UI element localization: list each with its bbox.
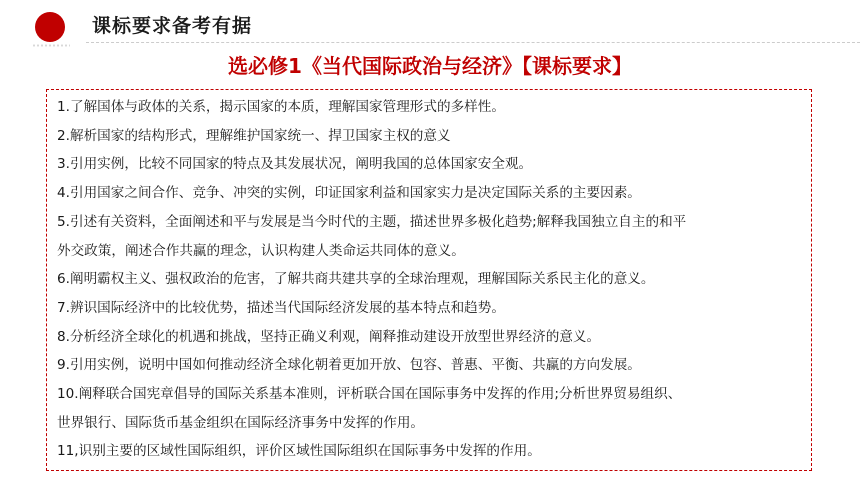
requirement-line: 7.辨识国际经济中的比较优势，描述当代国际经济发展的基本特点和趋势。 [57,299,505,316]
requirement-line: 10.阐释联合国宪章倡导的国际关系基本准则，评析联合国在国际事务中发挥的作用;分析世界贸易组织、 [57,386,682,403]
requirement-line: 6.阐明霸权主义、强权政治的危害，了解共商共建共享的全球治理观，理解国际关系民主化的意义。 [57,271,655,288]
requirement-line: 世界银行、国际货币基金组织在国际经济事务中发挥的作用。 [57,414,425,431]
page-title: 选必修1《当代国际政治与经济》【课标要求】 [228,54,632,78]
requirement-line: 3.引用实例，比较不同国家的特点及其发展状况，阐明我国的总体国家安全观。 [57,156,533,173]
requirement-line: 外交政策，阐述合作共赢的理念，认识构建人类命运共同体的意义。 [57,242,465,259]
requirement-line: 2.解析国家的结构形式，理解维护国家统一、捍卫国家主权的意义 [57,127,451,144]
requirement-line: 11,识别主要的区域性国际组织，评价区域性国际组织在国际事务中发挥的作用。 [57,443,541,460]
header-title: 课标要求备考有据 [92,15,253,37]
requirements-box [46,89,812,471]
header-dot-pattern [32,44,70,47]
requirement-line: 9.引用实例，说明中国如何推动经济全球化朝着更加开放、包容、普惠、平衡、共赢的方向发展。 [57,357,641,374]
header-bullet-circle [35,12,65,42]
requirement-line: 4.引用国家之间合作、竞争、冲突的实例，印证国家利益和国家实力是决定国际关系的主要因素。 [57,185,641,202]
requirement-line: 8.分析经济全球化的机遇和挑战，坚持正确义利观，阐释推动建设开放型世界经济的意义。 [57,328,601,345]
requirement-line: 1.了解国体与政体的关系，揭示国家的本质，理解国家管理形式的多样性。 [57,99,505,115]
requirement-line: 5.引述有关资料，全面阐述和平与发展是当今时代的主题，描述世界多极化趋势;解释我国独立自主的和平 [57,213,687,230]
header-divider [86,42,860,43]
